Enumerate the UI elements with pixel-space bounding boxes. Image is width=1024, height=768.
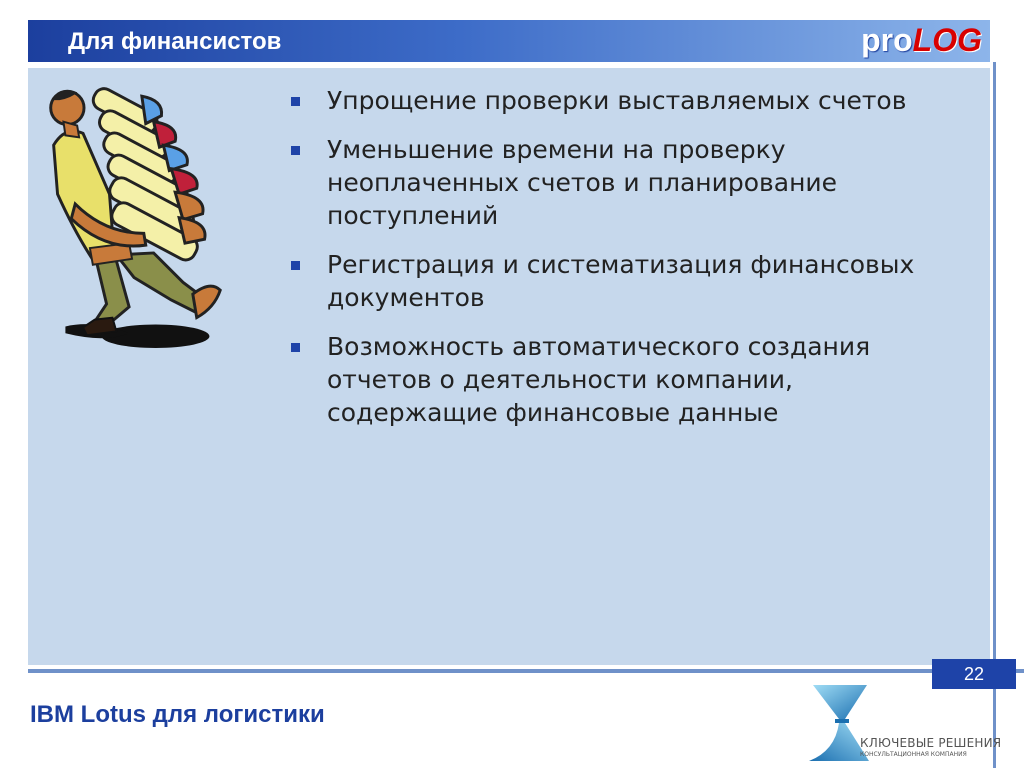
list-item bbox=[286, 84, 956, 117]
company-name: КЛЮЧЕВЫЕ РЕШЕНИЯ bbox=[860, 736, 1002, 750]
square-bullet-icon bbox=[291, 343, 300, 352]
bottom-divider-line bbox=[28, 669, 1024, 673]
footer-title: IBM Lotus для логистики bbox=[30, 701, 325, 728]
bullet-text: Регистрация и систематизация финансовых документов bbox=[327, 250, 915, 312]
list-item bbox=[286, 330, 956, 429]
bullet-list bbox=[286, 84, 956, 445]
page-number: 22 bbox=[932, 659, 1016, 689]
logo-pro-text: pro bbox=[861, 22, 913, 58]
bullet-text: Упрощение проверки выставляемых счетов bbox=[327, 86, 907, 115]
company-subtitle: КОНСУЛЬТАЦИОННАЯ КОМПАНИЯ bbox=[860, 751, 967, 758]
bullet-text: Уменьшение времени на проверку неоплаченных счетов и планирование поступлений bbox=[327, 135, 838, 230]
bullet-text: Возможность автоматического создания отчетов о деятельности компании, содержащие финансовые данные bbox=[327, 332, 871, 427]
square-bullet-icon bbox=[291, 261, 300, 270]
square-bullet-icon bbox=[291, 97, 300, 106]
list-item bbox=[286, 248, 956, 314]
logo-log-text: LOG bbox=[912, 22, 982, 58]
square-bullet-icon bbox=[291, 146, 300, 155]
slide-title: Для финансистов bbox=[68, 28, 282, 55]
man-carrying-books-icon bbox=[36, 86, 232, 366]
list-item bbox=[286, 133, 956, 232]
prolog-logo bbox=[861, 22, 982, 58]
